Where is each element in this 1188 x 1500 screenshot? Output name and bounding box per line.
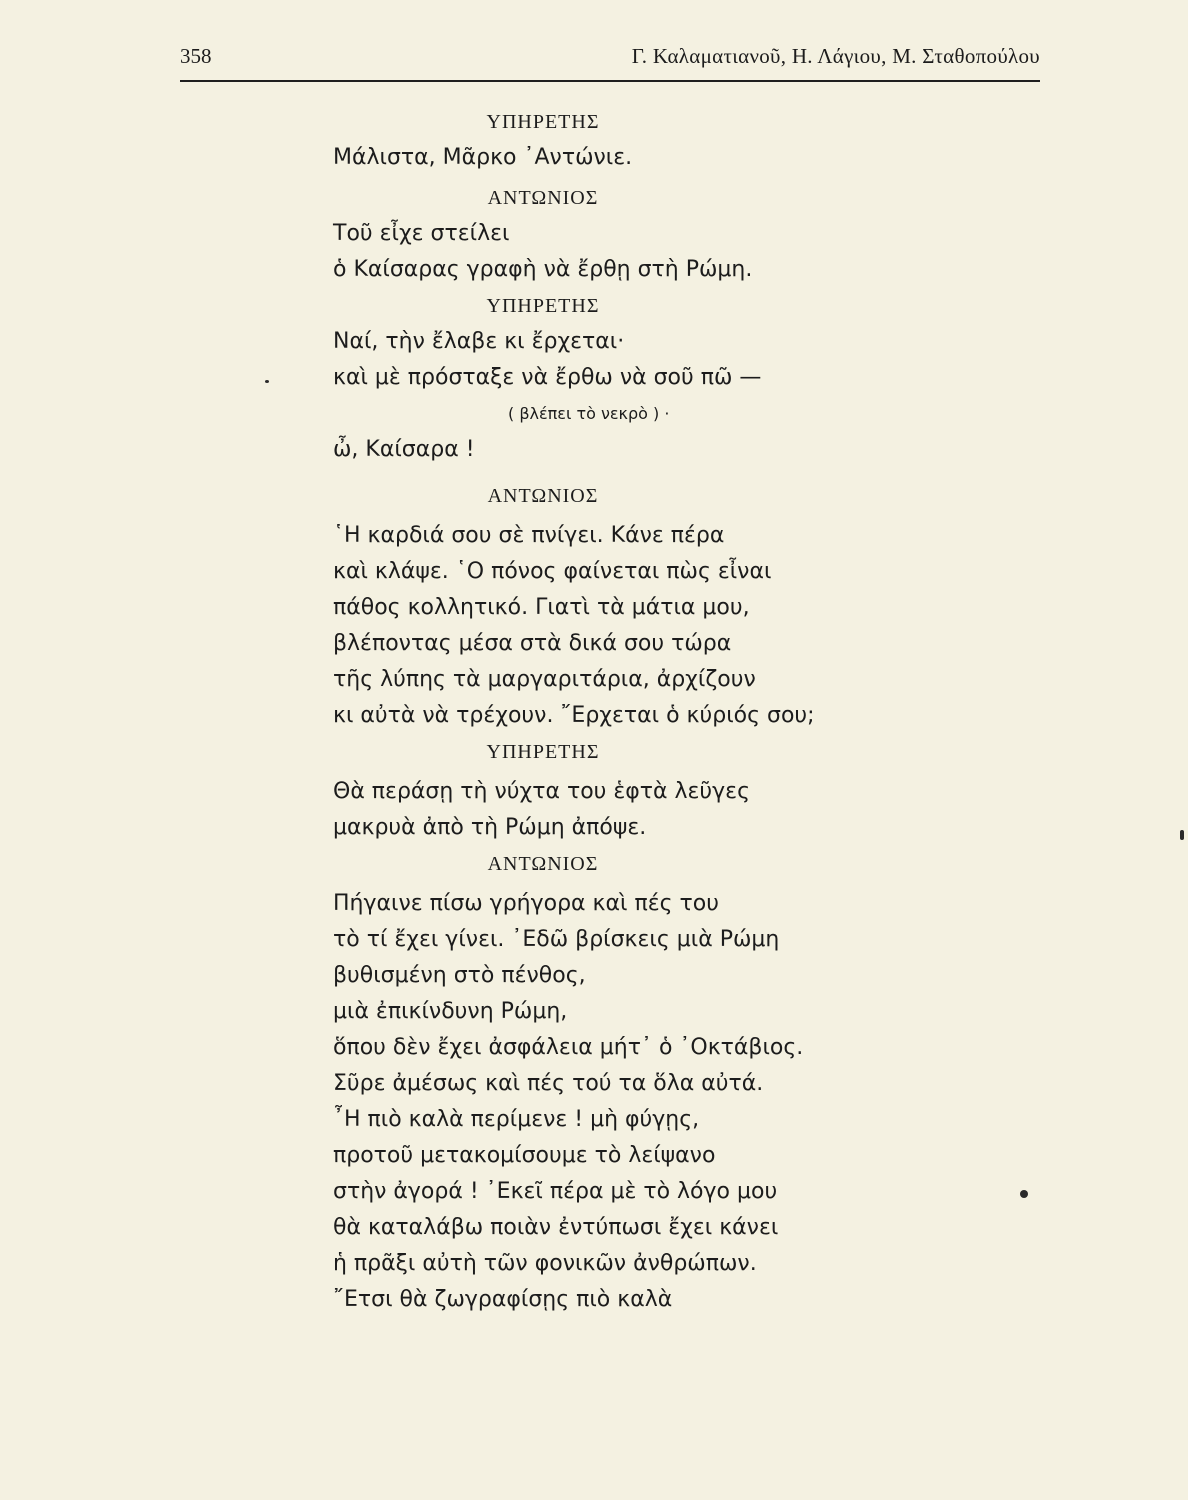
verse-line: θὰ καταλάβω ποιὰν ἐντύπωσι ἔχει κάνει — [333, 1215, 779, 1240]
scan-speck — [1180, 830, 1184, 840]
speaker-heading: ΥΠΗΡΕΤΗΣ — [486, 741, 600, 763]
verse-line: τὸ τί ἔχει γίνει. ᾿Εδῶ βρίσκεις μιὰ Ρώμη — [333, 927, 780, 952]
verse-line: στὴν ἀγορά ! ᾿Εκεῖ πέρα μὲ τὸ λόγο μου — [333, 1179, 778, 1204]
running-head: Γ. Καλαματιανοῦ, Η. Λάγιου, Μ. Σταθοπούλου — [631, 44, 1040, 68]
verse-line: προτοῦ μετακομίσουμε τὸ λείψανο — [333, 1143, 716, 1168]
verse-line: Τοῦ εἶχε στείλει — [333, 221, 510, 246]
page-header — [180, 44, 1040, 80]
verse-line: πάθος κολλητικό. Γιατὶ τὰ μάτια μου, — [333, 595, 750, 620]
verse-line: Ναί, τὴν ἔλαβε κι ἔρχεται· — [333, 329, 625, 354]
verse-line: ῾Η καρδιά σου σὲ πνίγει. Κάνε πέρα — [333, 523, 725, 548]
scan-speck — [265, 380, 269, 383]
verse-line: Θὰ περάσῃ τὴ νύχτα του ἑφτὰ λεῦγες — [333, 779, 750, 804]
verse-line: βλέποντας μέσα στὰ δικά σου τώρα — [333, 631, 732, 656]
speaker-heading: ΥΠΗΡΕΤΗΣ — [486, 295, 600, 317]
verse-line: μακρυὰ ἀπὸ τὴ Ρώμη ἀπόψε. — [333, 815, 647, 840]
verse-line: καὶ κλάψε. ῾Ο πόνος φαίνεται πὼς εἶναι — [333, 559, 772, 584]
verse-line: ἡ πρᾶξι αὐτὴ τῶν φονικῶν ἀνθρώπων. — [333, 1251, 757, 1276]
header-rule — [180, 80, 1040, 82]
verse-line: τῆς λύπης τὰ μαργαριτάρια, ἀρχίζουν — [333, 667, 756, 692]
verse-line: κι αὐτὰ νὰ τρέχουν. ῎Ερχεται ὁ κύριός σου; — [333, 703, 815, 728]
page-number: 358 — [180, 44, 212, 68]
verse-line: καὶ μὲ πρόσταξε νὰ ἔρθω νὰ σοῦ πῶ — — [333, 365, 762, 390]
speaker-heading: ΑΝΤΩΝΙΟΣ — [487, 485, 599, 507]
verse-line: ὦ, Καίσαρα ! — [333, 437, 475, 462]
speaker-heading: ΑΝΤΩΝΙΟΣ — [487, 853, 599, 875]
speaker-heading: ΥΠΗΡΕΤΗΣ — [486, 111, 600, 133]
verse-line: ῎Ετσι θὰ ζωγραφίσῃς πιὸ καλὰ — [333, 1287, 673, 1312]
verse-line: Πήγαινε πίσω γρήγορα καὶ πές του — [333, 891, 719, 916]
verse-line: ῏Η πιὸ καλὰ περίμενε ! μὴ φύγῃς, — [333, 1107, 700, 1132]
stage-direction: ( βλέπει τὸ νεκρὸ ) · — [508, 404, 670, 423]
scan-speck — [1020, 1190, 1028, 1198]
verse-line: μιὰ ἐπικίνδυνη Ρώμη, — [333, 999, 568, 1024]
speaker-heading: ΑΝΤΩΝΙΟΣ — [487, 187, 599, 209]
verse-line: βυθισμένη στὸ πένθος, — [333, 963, 586, 988]
verse-line: Μάλιστα, Μᾶρκο ᾿Αντώνιε. — [333, 145, 633, 170]
play-text — [333, 104, 893, 1318]
verse-line: ὁ Καίσαρας γραφὴ νὰ ἔρθῃ στὴ Ρώμη. — [333, 257, 753, 282]
verse-line: ὅπου δὲν ἔχει ἀσφάλεια μήτ᾿ ὁ ᾿Οκτάβιος. — [333, 1035, 804, 1060]
verse-line: Σῦρε ἀμέσως καὶ πές τού τα ὅλα αὐτά. — [333, 1071, 764, 1096]
